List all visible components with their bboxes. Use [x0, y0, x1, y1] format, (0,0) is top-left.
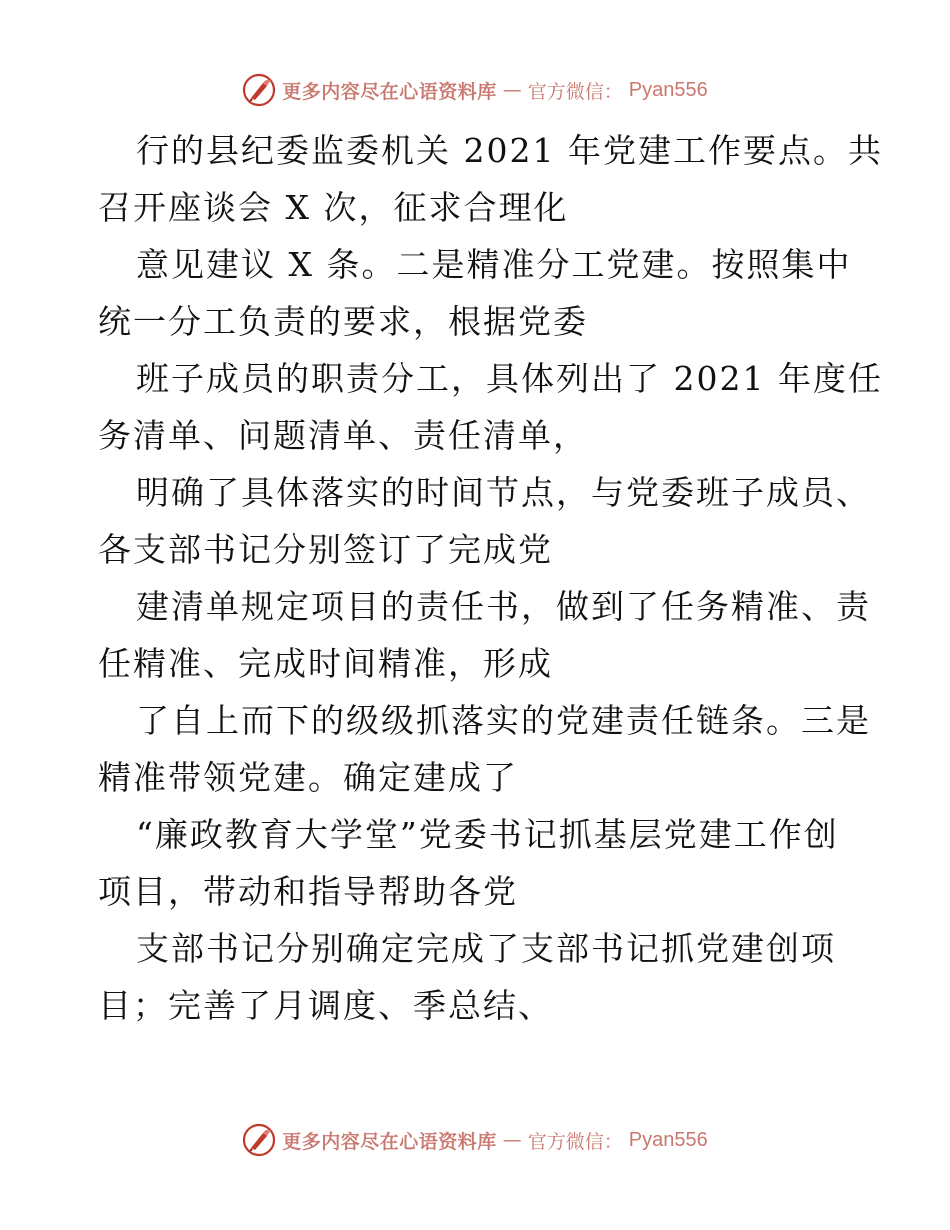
quill-pen-logo-icon	[242, 1123, 276, 1157]
text-line: 建清单规定项目的责任书，做到了任务精准、责	[136, 587, 871, 626]
footer-watermark	[0, 1120, 950, 1160]
watermark-wechat-label: 官方微信：	[527, 80, 623, 103]
text-line: 明确了具体落实的时间节点，与党委班子成员、	[136, 473, 871, 512]
text-line: 精准带领党建。确定建成了	[98, 758, 518, 797]
document-body	[98, 122, 883, 1034]
text-line: “廉政教育大学堂”党委书记抓基层党建工作创	[136, 815, 839, 854]
text-line: 行的县纪委监委机关 2021 年党建工作要点。共	[136, 131, 883, 170]
text-line: 目；完善了月调度、季总结、	[98, 986, 553, 1025]
watermark-separator: —	[502, 79, 522, 101]
text-line: 了自上而下的级级抓落实的党建责任链条。三是	[136, 701, 871, 740]
footer-watermark-content	[242, 1123, 708, 1157]
text-line: 项目，带动和指导帮助各党	[98, 872, 518, 911]
header-watermark	[0, 70, 950, 110]
text-line: 统一分工负责的要求，根据党委	[98, 302, 588, 341]
text-line: 任精准、完成时间精准，形成	[98, 644, 553, 683]
text-line: 召开座谈会 X 次，征求合理化	[98, 188, 569, 227]
quill-pen-logo-icon	[242, 73, 276, 107]
watermark-wechat-label: 官方微信：	[527, 1130, 623, 1153]
watermark-brand-text: 更多内容尽在心语资料库	[282, 1130, 497, 1153]
header-watermark-content	[242, 73, 708, 107]
text-line: 支部书记分别确定完成了支部书记抓党建创项	[136, 929, 836, 968]
watermark-separator: —	[502, 1129, 522, 1151]
text-line: 各支部书记分别签订了完成党	[98, 530, 553, 569]
watermark-wechat-id: Pyan556	[628, 78, 708, 101]
text-line: 务清单、问题清单、责任清单，	[98, 416, 588, 455]
text-line: 意见建议 X 条。二是精准分工党建。按照集中	[136, 245, 852, 284]
text-line: 班子成员的职责分工，具体列出了 2021 年度任	[136, 359, 883, 398]
watermark-wechat-id: Pyan556	[628, 1128, 708, 1151]
watermark-brand-text: 更多内容尽在心语资料库	[282, 80, 497, 103]
